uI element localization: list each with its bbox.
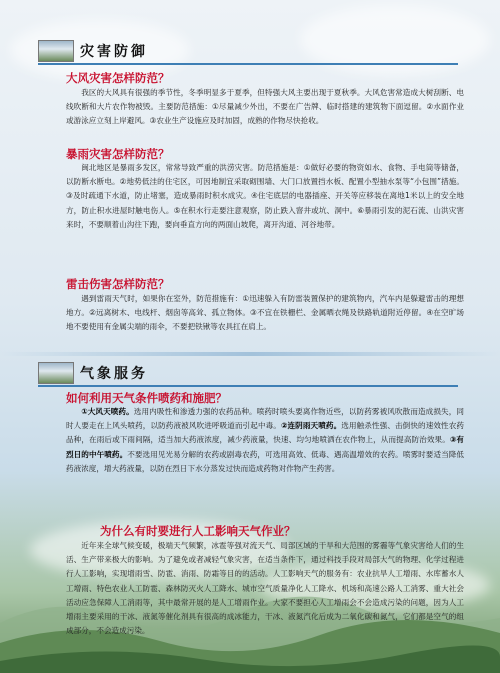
spray-text-1: 选用内吸性和渗透力强的农药品种。喷药时喷头要离作物近些，以防药雾被风吹散而造成损失，同时人要走在上风头喷药，以防药液被风吹进呼吸道而引起中毒。	[66, 407, 464, 431]
section-header-disaster	[38, 41, 148, 61]
paragraph-modify: 近年来全球气候变暖，极端天气频繁，冰雹等强对流天气、局部区域的干旱和大范围的雾霾等气象灾害给人们的生活、生产带来极大的影响。为了避免或者减轻气象灾害，在适当条件下，通过科技手段对局部大气的物理、化学过程进行人工影响，实现增雨雪、防雹、消雨、防霜等目的的活动。人工影响天气的服务有：农业抗旱人工增雨、水库蓄水人工增雨、特色农业人工防雹、森林防灭火人工降水、城市空气质量净化人工降水、机场和高速公路人工消雾、重大社会活动应急保障人工消雨等，其中最常开展的是人工增雨作业。大家不要担心人工增雨会不会造成污染的问题，因为人工增雨主要采用的干冰、液氮等催化剂具有很高的成冰能力，干冰、液氮汽化后成为二氧化碳和氮气，它们都是空气的组成部分，不会造成污染。	[66, 541, 464, 636]
spray-label-1: ①大风天喷药。	[81, 407, 134, 416]
section-divider	[38, 385, 458, 387]
landscape-thumbnail-icon	[38, 40, 74, 62]
question-heading-lightning: 雷击伤害怎样防范？	[66, 277, 170, 291]
spray-text-3: 不要选用见光易分解的农药或剧毒农药，可选用高效、低毒、遇高温增效的农药。喷雾时要适当降低药液浓度，增大药液量，以防在烈日下水分蒸发过快而造成药物对作物产生药害。	[66, 449, 465, 473]
spray-label-3: ③有烈日的中午喷药。	[66, 435, 464, 459]
question-heading-wind: 大风灾害怎样防范？	[66, 71, 170, 85]
section-title: 灾害防御	[80, 44, 148, 60]
question-heading-spray: 如何利用天气条件喷药和施肥？	[66, 391, 227, 405]
section-separator-band	[0, 352, 500, 356]
section-divider	[38, 63, 458, 65]
spray-label-2: ②连阴雨天喷药。	[280, 421, 342, 431]
paragraph-wind: 我区的大风具有很强的季节性，冬季明显多于夏季，但特强大风主要出现于夏秋季。大风危害常造成大树刮断、电线吹断和大片农作物被毁。主要防范措施：①尽量减少外出，不要在广告牌、临时搭建的建筑物下面逗留。②水面作业或游泳应立刻上岸避风。③农业生产设施应及时加固，成熟的作物尽快抢收。	[66, 88, 464, 126]
section-header-weather	[38, 363, 148, 383]
question-heading-modify: 为什么有时要进行人工影响天气作业？	[100, 524, 296, 538]
question-heading-rain: 暴雨灾害怎样防范？	[66, 147, 170, 161]
spray-text-2: 选用触杀性强、击倒快的速效性农药品种，在雨后或下雨间隔，适当加大药液浓度，减少药液量，快速、均匀地喷洒在农作物上，从而提高防治效果。	[66, 421, 465, 445]
paragraph-spray	[66, 405, 464, 476]
landscape-thumbnail-icon	[38, 362, 74, 384]
paragraph-lightning: 遇到雷雨天气时，如果你在室外，防范措施有：①迅速躲入有防雷装置保护的建筑物内，汽车内是躲避雷击的理想地方。②远离树木、电线杆、烟囱等高耸、孤立物体。③不宜在铁栅栏、金属晒衣绳及铁路轨道附近停留。④在空旷场地不要使用有金属尖端的雨伞，不要把铁锹等农具扛在肩上。	[66, 294, 464, 332]
paragraph-rain: 闽北地区是暴雨多发区，常常导致严重的洪涝灾害。防范措施是：①做好必要的物资如水、食物、手电筒等储备，以防断水断电。②地势低洼的住宅区，可因地制宜采取砌围墙、大门口放置挡水板、配置小型抽水泵等“小包围”措施。③及时疏通下水道，防止堵塞，造成暴雨时积水成灾。④住宅底层的电器插座、开关等应移装在离地1米以上的安全地方，防止积水进屋时触电伤人。⑤在积水行走要注意观察，防止跌入窨井或坑、洞中。⑥暴雨引发的泥石流、山洪灾害来时，不要顺着山沟往下跑，要向垂直方向的两面山坡爬，离开沟道、河谷地带。	[66, 163, 464, 229]
section-title: 气象服务	[80, 366, 148, 382]
